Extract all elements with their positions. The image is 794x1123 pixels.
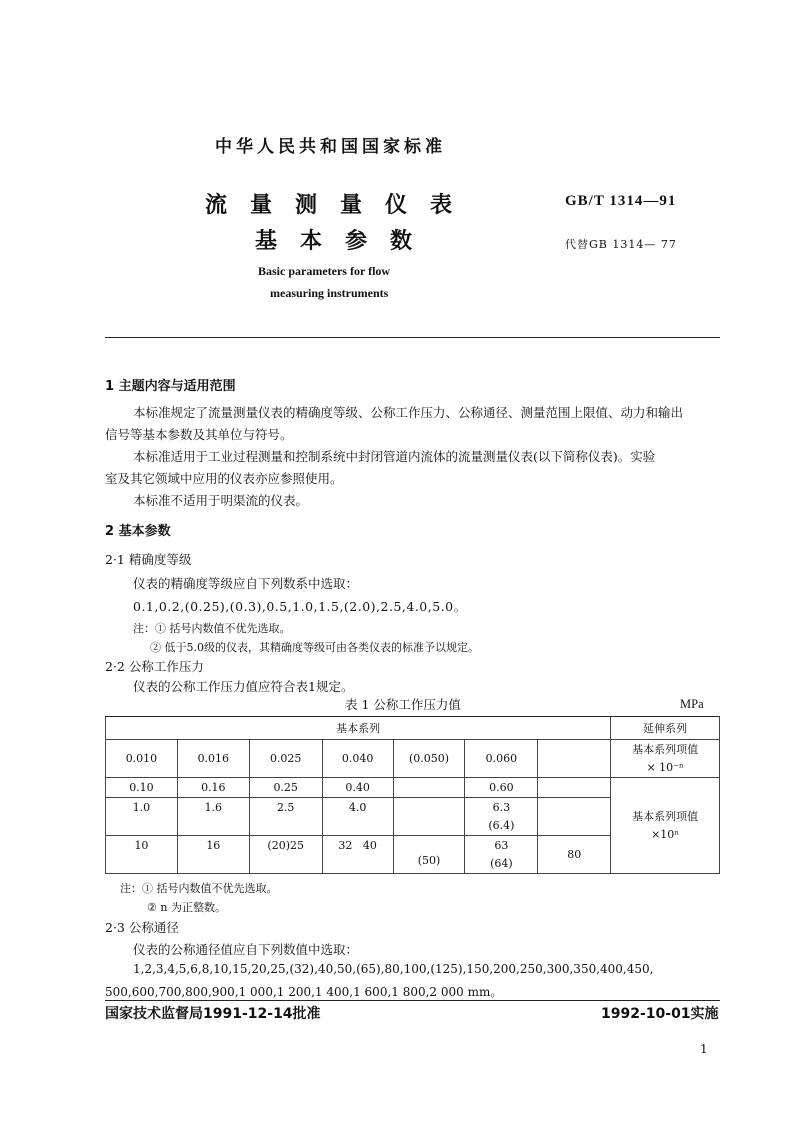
table-note1: 注：① 括号内数值不优先选取。 xyxy=(120,882,278,895)
section1-heading: 1 主题内容与适用范围 xyxy=(105,379,236,394)
document-title-line1: 流量测量仪表 xyxy=(205,193,476,218)
table-cell xyxy=(538,778,611,798)
approval-date: 国家技术监督局1991-12-14批准 xyxy=(105,1006,321,1022)
footer-divider xyxy=(105,1000,720,1001)
table-cell: 4.0 xyxy=(322,798,393,836)
table-cell: 0.025 xyxy=(249,740,322,778)
english-title-line1: Basic parameters for flow xyxy=(258,264,391,278)
table-cell: 0.010 xyxy=(106,740,178,778)
table-cell xyxy=(393,778,465,798)
section22-heading: 2·2 公称工作压力 xyxy=(105,659,204,674)
table-cell: 0.16 xyxy=(177,778,249,798)
table-cell: 32 40 xyxy=(322,836,393,874)
accuracy-values: 0.1,0.2,(0.25),(0.3),0.5,1.0,1.5,(2.0),2.5,4.0,5.0。 xyxy=(133,599,467,614)
header-divider xyxy=(105,337,720,338)
table-cell: 0.10 xyxy=(106,778,178,798)
table-cell xyxy=(538,740,611,778)
section23-heading: 2·3 公称通径 xyxy=(105,920,179,935)
ext-cell-line1: 基本系列项值 xyxy=(632,742,699,756)
pressure-table xyxy=(105,716,720,874)
ext-cell-line2: ×10ⁿ xyxy=(651,827,680,841)
ext-cell-line2: × 10⁻ⁿ xyxy=(646,760,684,774)
table-cell: 0.40 xyxy=(322,778,393,798)
table-cell-line1: 6.3 xyxy=(492,800,511,814)
section21-note2: ② 低于5.0级的仪表，其精确度等级可由各类仪表的标准予以规定。 xyxy=(150,641,479,654)
section21-text: 仪表的精确度等级应自下列数系中选取： xyxy=(133,576,359,591)
english-title-line2: measuring instruments xyxy=(270,286,389,300)
table-cell xyxy=(538,798,611,836)
replaces-code: 代替GB 1314— 77 xyxy=(565,238,677,251)
section1-p1-line1: 本标准规定了流量测量仪表的精确度等级、公称工作压力、公称通径、测量范围上限值、动力和输出 xyxy=(133,405,684,420)
page-number: 1 xyxy=(700,1042,708,1056)
table-cell xyxy=(465,798,538,836)
table-cell: 0.60 xyxy=(465,778,538,798)
table-cell: (20)25 xyxy=(249,836,322,874)
table-cell: 0.016 xyxy=(177,740,249,778)
table-caption: 表 1 公称工作压力值 xyxy=(345,697,461,712)
table-cell: 0.060 xyxy=(465,740,538,778)
standard-title: 中华人民共和国国家标准 xyxy=(215,137,446,157)
table-cell-line2: (6.4) xyxy=(488,818,515,832)
ext-cell-positive xyxy=(611,778,720,874)
table-cell: 0.040 xyxy=(322,740,393,778)
section23-text: 仪表的公称通径值应自下列数值中选取： xyxy=(133,942,359,957)
implementation-date: 1992-10-01实施 xyxy=(601,1006,719,1022)
table-cell: 16 xyxy=(177,836,249,874)
table-cell-line2: (64) xyxy=(490,856,513,870)
table-unit: MPa xyxy=(680,697,704,711)
table-cell xyxy=(465,836,538,874)
ext-cell-line1: 基本系列项值 xyxy=(632,809,699,823)
section1-p2-line1: 本标准适用于工业过程测量和控制系统中封闭管道内流体的流量测量仪表(以下简称仪表)。实验 xyxy=(133,449,656,464)
table-cell: 1.6 xyxy=(177,798,249,836)
table-cell: 80 xyxy=(538,836,611,874)
section21-heading: 2·1 精确度等级 xyxy=(105,552,192,567)
table-cell-line1: 63 xyxy=(494,838,509,852)
table-cell xyxy=(393,798,465,836)
document-title-line2: 基本参数 xyxy=(255,229,436,254)
section1-p3: 本标准不适用于明渠流的仪表。 xyxy=(133,493,309,508)
ext-cell-negative xyxy=(611,740,720,778)
table-cell: 0.25 xyxy=(249,778,322,798)
diameter-values-line1: 1,2,3,4,5,6,8,10,15,20,25,(32),40,50,(65),80,100,(125),150,200,250,300,350,400,450, xyxy=(133,962,654,976)
table-cell: 1.0 xyxy=(106,798,178,836)
table-header-ext: 延伸系列 xyxy=(611,717,720,740)
section1-p1-line2: 信号等基本参数及其单位与符号。 xyxy=(105,427,293,442)
section22-text: 仪表的公称工作压力值应符合表1规定。 xyxy=(133,679,354,694)
table-cell: (50) xyxy=(393,836,465,874)
table-header-basic: 基本系列 xyxy=(106,717,611,740)
table-cell: (0.050) xyxy=(393,740,465,778)
section1-p2-line2: 室及其它领域中应用的仪表亦应参照使用。 xyxy=(105,471,343,486)
section21-note1: 注：① 括号内数值不优先选取。 xyxy=(133,622,291,635)
table-cell: 10 xyxy=(106,836,178,874)
table-note2: ② n 为正整数。 xyxy=(147,901,226,914)
table-cell: 2.5 xyxy=(249,798,322,836)
diameter-values-line2: 500,600,700,800,900,1 000,1 200,1 400,1 600,1 800,2 000 mm。 xyxy=(105,985,503,999)
standard-code: GB/T 1314—91 xyxy=(565,193,677,209)
section2-heading: 2 基本参数 xyxy=(105,524,171,539)
